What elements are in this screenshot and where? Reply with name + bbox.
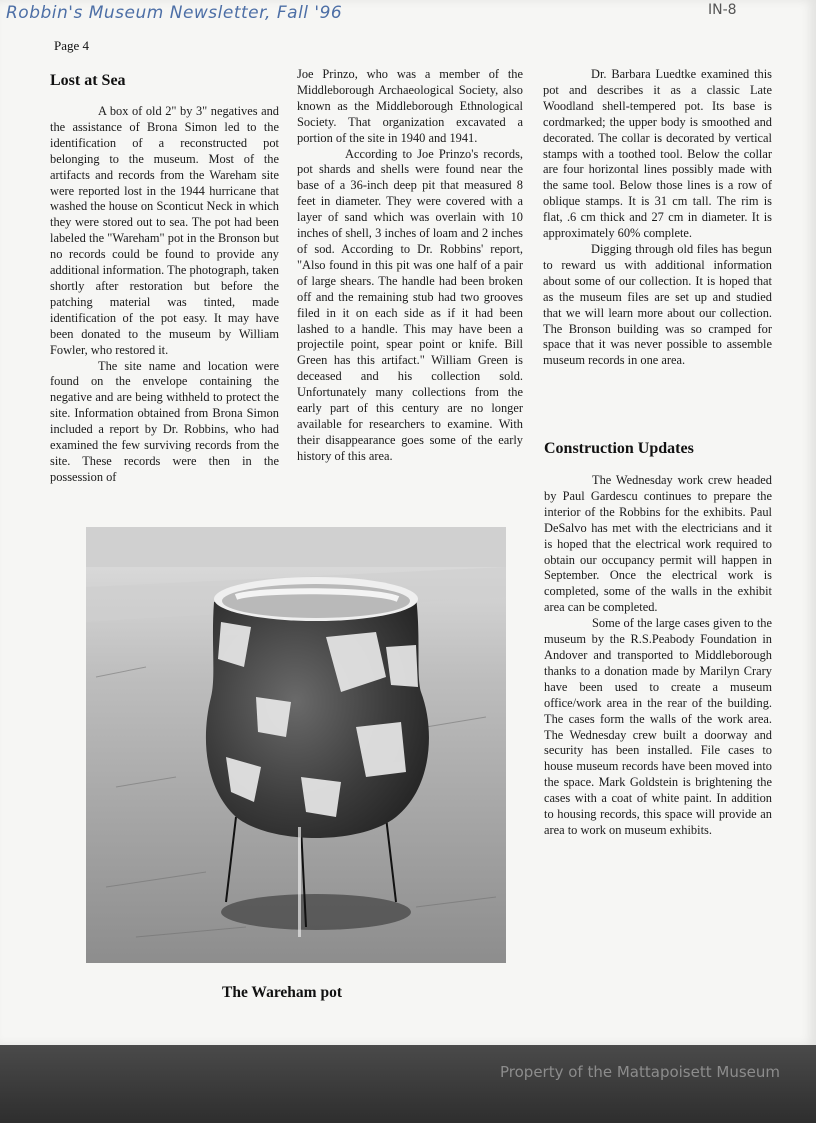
lost-at-sea-column-2 — [297, 67, 523, 465]
article-paragraph: Digging through old files has begun to reward us with additional information about some of our collection. It is hoped that as the museum files are set up and studied that we will learn more about our collection. The Bronson building was so cramped for space that it was never possible to assemble museum records in one area. — [543, 241, 772, 368]
pot-illustration — [86, 527, 506, 963]
article-paragraph: According to Joe Prinzo's records, pot shards and shells were found near the base of a 36-inch deep pit that measured 8 feet in diameter. They were covered with a layer of sand which was overlain with 10 inches of shell, 3 inches of loam and 2 inches of sod. According to Dr. Robbins' report, "Also found in this pit was one half of a pair of large shears. The handle had been broken off and the remaining stub had two grooves filed in it on each side as if it had been lashed to a handle. This may have been a projectile point, spear point or knife. Bill Green has this artifact." William Green is deceased and his collection sold. Unfortunately many collections from the early part of this century are no longer available for researchers to examine. With their disappearance goes some of the early history of this area. — [297, 146, 523, 463]
construction-updates-body — [544, 473, 772, 839]
handwritten-header: Robbin's Museum Newsletter, Fall '96 — [6, 3, 343, 23]
construction-updates-title: Construction Updates — [544, 440, 694, 457]
article-paragraph: A box of old 2" by 3" negatives and the assistance of Brona Simon led to the identification of a reconstructed pot belonging to the museum. Most of the artifacts and records from the Wareham site were reported lost in the 1944 hurricane that washed the house on Sconticut Neck in which they were stored out to sea. The pot had been labeled the "Wareham" pot in the Bronson but no records could be found to provide any additional information. The photograph, taken shortly after restoration but before the patching material was tinted, made identification of the pot easy. It may have been donated to the museum by William Fowler, who restored it. — [50, 104, 279, 357]
wareham-pot-photo — [86, 527, 506, 963]
article-paragraph: Dr. Barbara Luedtke examined this pot and describes it as a classic Late Woodland shell-tempered pot. Its base is cordmarked; the upper body is smoothed and decorated. The collar is decorated by vertical stamps with a toothed tool. Below the collar are four horizontal lines possibly made with the same tool. Below those lines is a row of oblique stamps. It is 31 cm tall. The rim is flat, .6 cm thick and 27 cm in diameter. It is approximately 60% complete. — [543, 67, 772, 241]
article-paragraph: The site name and location were found on the envelope containing the negative and are being withheld to protect the site. Information obtained from Brona Simon included a report by Dr. Robbins, who had examined the few surviving records from the site. These records were then in the possession of — [50, 358, 279, 484]
lost-at-sea-column-1 — [50, 104, 279, 486]
lost-at-sea-title: Lost at Sea — [50, 72, 126, 89]
article-paragraph: Some of the large cases given to the museum by the R.S.Peabody Foundation in Andover and transported to Middleborough thanks to a donation made by Marilyn Crary have been used to create a museum office/work area in the rear of the building. The cases form the walls of the work area. The Wednesday crew built a doorway and security has been installed. File cases to house museum records have been moved into the space. Mark Goldstein is brightening the cases with a coat of white paint. In addition to housing records, this space will provide an area to work on museum exhibits. — [544, 616, 772, 837]
photo-caption: The Wareham pot — [222, 984, 342, 1001]
article-paragraph-continued: Joe Prinzo, who was a member of the Middleborough Archaeological Society, also known as the Middleborough Ethnological Society. That organization excavated a portion of the site in 1940 and 1941. — [297, 67, 523, 145]
catalog-mark: IN-8 — [708, 2, 737, 18]
ownership-watermark: Property of the Mattapoisett Museum — [500, 1063, 780, 1081]
page-number: Page 4 — [54, 38, 90, 53]
scanner-background-band — [0, 1045, 816, 1123]
lost-at-sea-column-3 — [543, 67, 772, 369]
article-paragraph: The Wednesday work crew headed by Paul Gardescu continues to prepare the interior of the Robbins for the exhibits. Paul DeSalvo has met with the electricians and it is hoped that the electrical work required to obtain our occupancy permit will happen in September. Once the electrical work is completed, some of the walls in the exhibit area can be completed. — [544, 473, 772, 615]
